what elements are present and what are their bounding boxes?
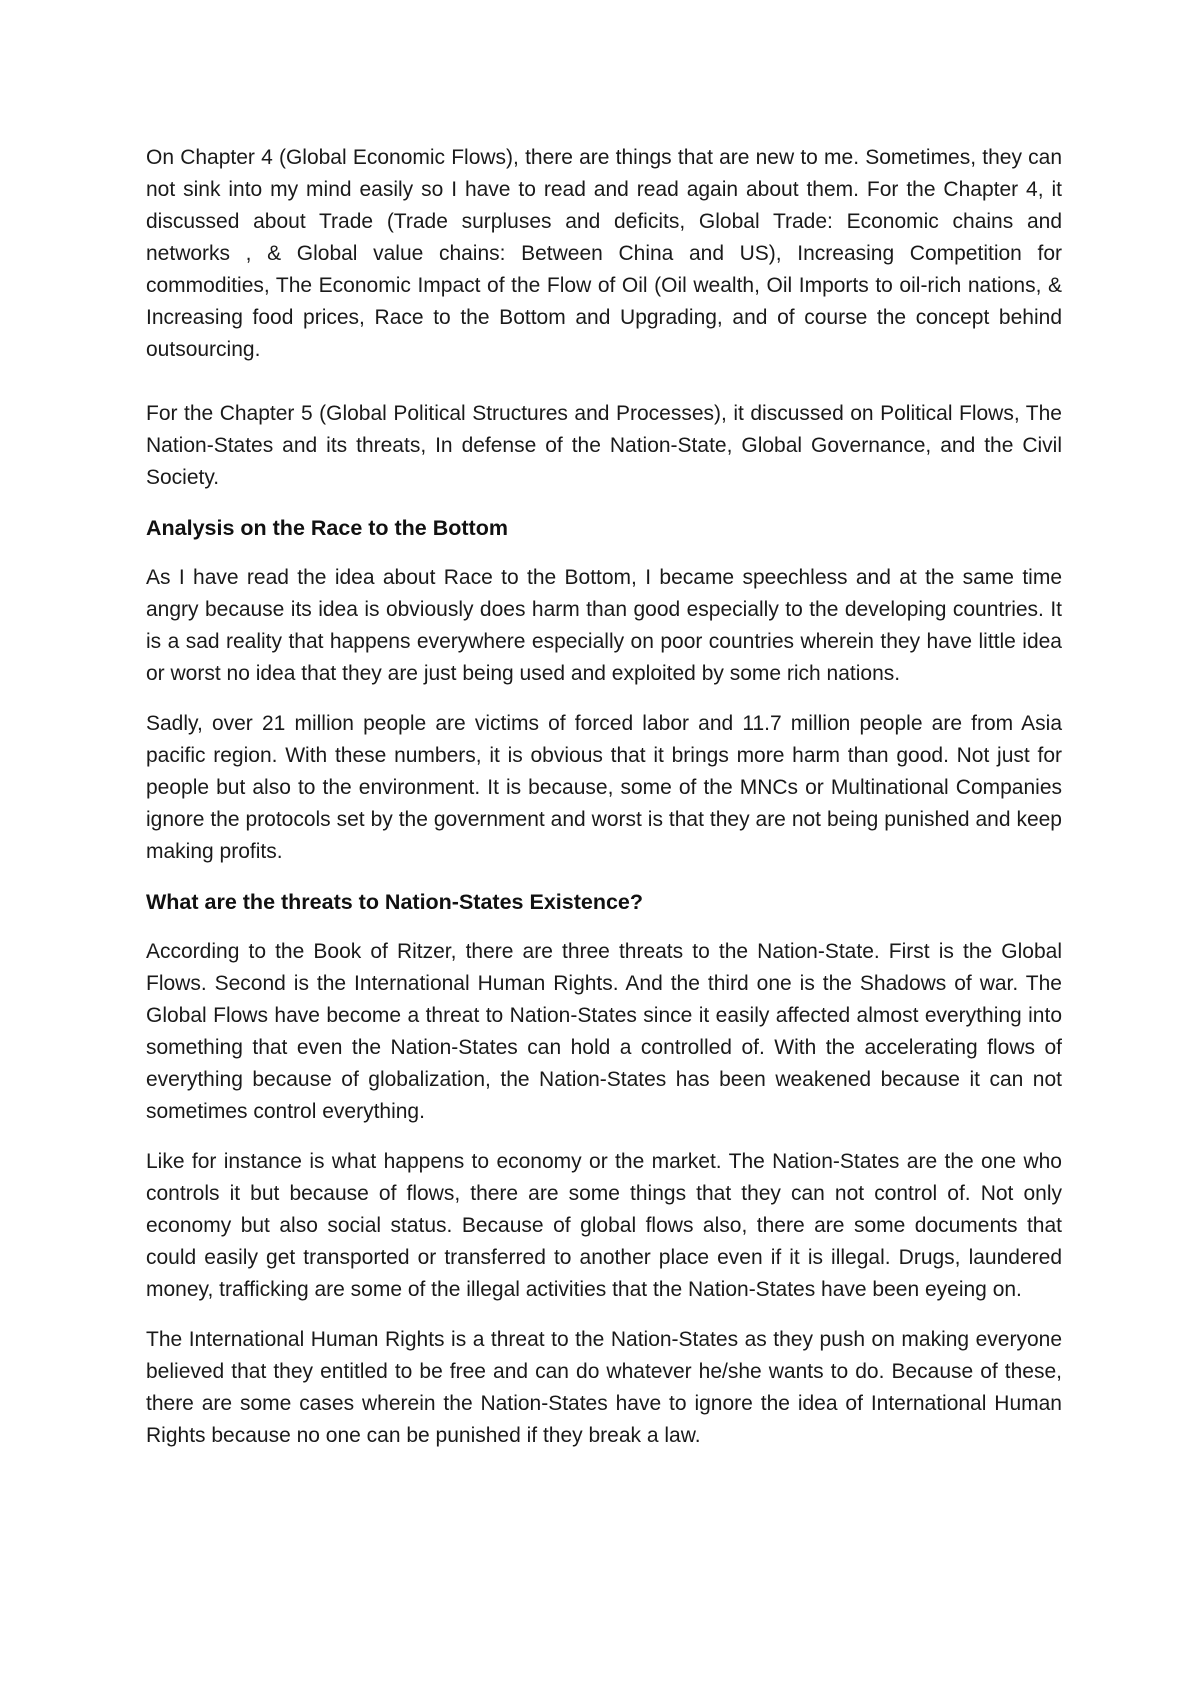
threats-paragraph-1: According to the Book of Ritzer, there are three threats to the Nation-State. First is the Global Flows. Second is the International Human Rights. And the third one is the Shadows of war. The Global Flows have become a threat to Nation-States since it easily affected almost everything into something that even the Nation-States can hold a controlled of. With the accelerating flows of everything because of globalization, the Nation-States has been weakened because it can not sometimes control everything.: [146, 940, 1062, 1123]
intro-paragraph-chapter-5: For the Chapter 5 (Global Political Structures and Processes), it discussed on Political Flows, The Nation-States and its threats, In defense of the Nation-State, Global Governance, and the Civil Society.: [146, 402, 1062, 489]
document-page: [146, 142, 1062, 1470]
race-paragraph-2: Sadly, over 21 million people are victims of forced labor and 11.7 million people are from Asia pacific region. With these numbers, it is obvious that it brings more harm than good. Not just for people but also to the environment. It is because, some of the MNCs or Multinational Companies ignore the protocols set by the government and worst is that they are not being punished and keep making profits.: [146, 712, 1062, 863]
race-paragraph-1: As I have read the idea about Race to the Bottom, I became speechless and at the same time angry because its idea is obviously does harm than good especially to the developing countries. It is a sad reality that happens everywhere especially on poor countries wherein they have little idea or worst no idea that they are just being used and exploited by some rich nations.: [146, 566, 1062, 685]
section-heading-threats: What are the threats to Nation-States Existence?: [146, 890, 643, 914]
threats-paragraph-2: Like for instance is what happens to economy or the market. The Nation-States are the one who controls it but because of flows, there are some things that they can not control of. Not only economy but also social status. Because of global flows also, there are some documents that could easily get transported or transferred to another place even if it is illegal. Drugs, laundered money, trafficking are some of the illegal activities that the Nation-States have been eyeing on.: [146, 1150, 1062, 1301]
intro-paragraph-chapter-4: On Chapter 4 (Global Economic Flows), there are things that are new to me. Sometimes, they can not sink into my mind easily so I have to read and read again about them. For the Chapter 4, it discussed about Trade (Trade surpluses and deficits, Global Trade: Economic chains and networks , & Global value chains: Between China and US), Increasing Competition for commodities, The Economic Impact of the Flow of Oil (Oil wealth, Oil Imports to oil-rich nations, & Increasing food prices, Race to the Bottom and Upgrading, and of course the concept behind outsourcing.: [146, 146, 1062, 361]
section-heading-race-to-the-bottom: Analysis on the Race to the Bottom: [146, 516, 508, 540]
threats-paragraph-3: The International Human Rights is a threat to the Nation-States as they push on making everyone believed that they entitled to be free and can do whatever he/she wants to do. Because of these, there are some cases wherein the Nation-States have to ignore the idea of International Human Rights because no one can be punished if they break a law.: [146, 1328, 1062, 1447]
